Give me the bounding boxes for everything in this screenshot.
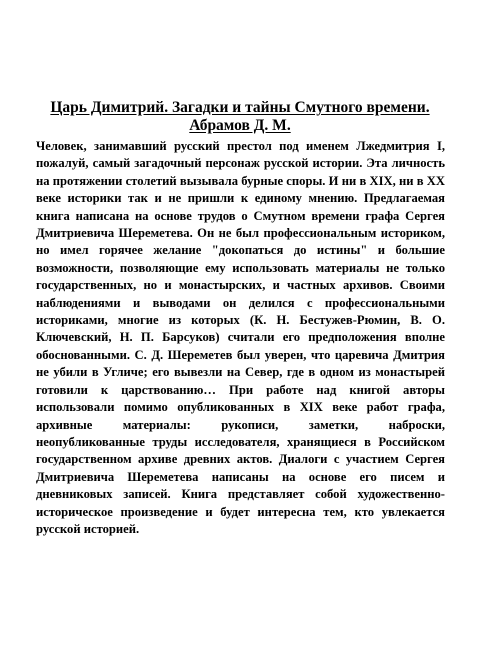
book-heading xyxy=(30,99,450,135)
book-abstract: Человек, занимавший русский престол под именем Лжедмитрия I, пожалуй, самый загадочный персонаж русской истории. Эта личность на протяжении столетий вызывала бурные споры. И ни в XIX, ни в XX веке историки так и не пришли к единому мнению. Предлагаемая книга написана на основе трудов о Смутном времени графа Сергея Дмитриевича Шереметева. Он не был профессиональным историком, но имел горячее желание "докопаться до истины" и большие возможности, позволяющие ему использовать материалы не только государственных, но и монастырских, и частных архивов. Своими наблюдениями и выводами он делился с профессиональными историками, многие из которых (К. Н. Бестужев-Рюмин, В. О. Ключевский, Н. П. Барсуков) считали его предположения вполне обоснованными. С. Д. Шереметев был уверен, что царевича Дмитрия не убили в Угличе; его вывезли на Север, где в одном из монастырей готовили к царствованию… При работе над книгой авторы использовали помимо опубликованных в XIX веке работ графа, архивные материалы: рукописи, заметки, наброски, неопубликованные труды исследователя, хранящиеся в Российском государственном архиве древних актов. Диалоги с участием Сергея Дмитриевича Шереметева написаны на основе его писем и дневниковых записей. Книга представляет собой художественно-историческое произведение и будет интересна тем, кто увлекается русской историей. xyxy=(36,139,445,536)
book-title: Царь Димитрий. Загадки и тайны Смутного времени. xyxy=(50,99,430,116)
book-author: Абрамов Д. М. xyxy=(189,117,291,134)
